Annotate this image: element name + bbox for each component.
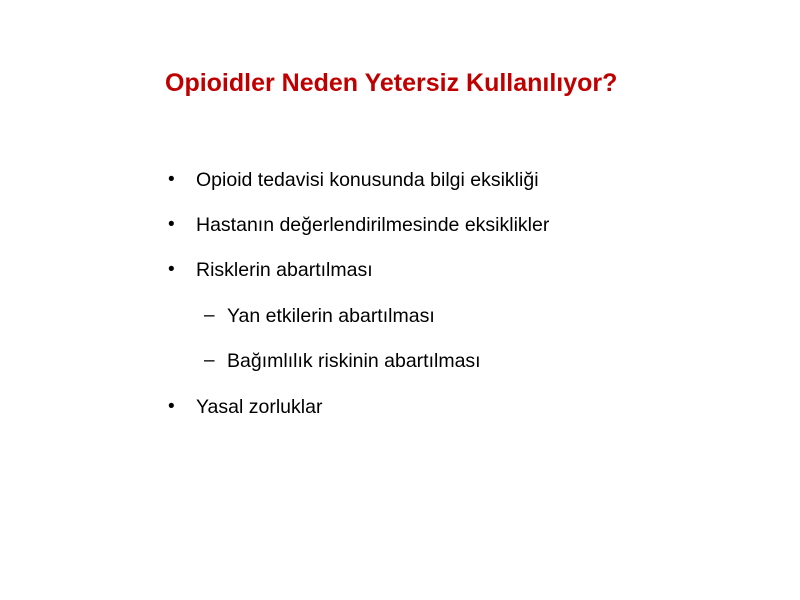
- bullet-text: Opioid tedavisi konusunda bilgi eksikliği: [196, 169, 539, 191]
- bullet-marker: •: [168, 259, 175, 280]
- dash-marker: –: [204, 350, 215, 371]
- bullet-text: Hastanın değerlendirilmesinde eksiklikler: [196, 214, 550, 236]
- bullet-marker: •: [168, 214, 175, 235]
- bullet-text: Risklerin abartılması: [196, 259, 373, 281]
- sub-bullet-text: Bağımlılık riskinin abartılması: [227, 350, 481, 372]
- bullet-marker: •: [168, 169, 175, 190]
- dash-marker: –: [204, 305, 215, 326]
- bullet-text: Yasal zorluklar: [196, 396, 323, 418]
- slide-title: Opioidler Neden Yetersiz Kullanılıyor?: [165, 69, 618, 97]
- sub-bullet-text: Yan etkilerin abartılması: [227, 305, 435, 327]
- bullet-marker: •: [168, 396, 175, 417]
